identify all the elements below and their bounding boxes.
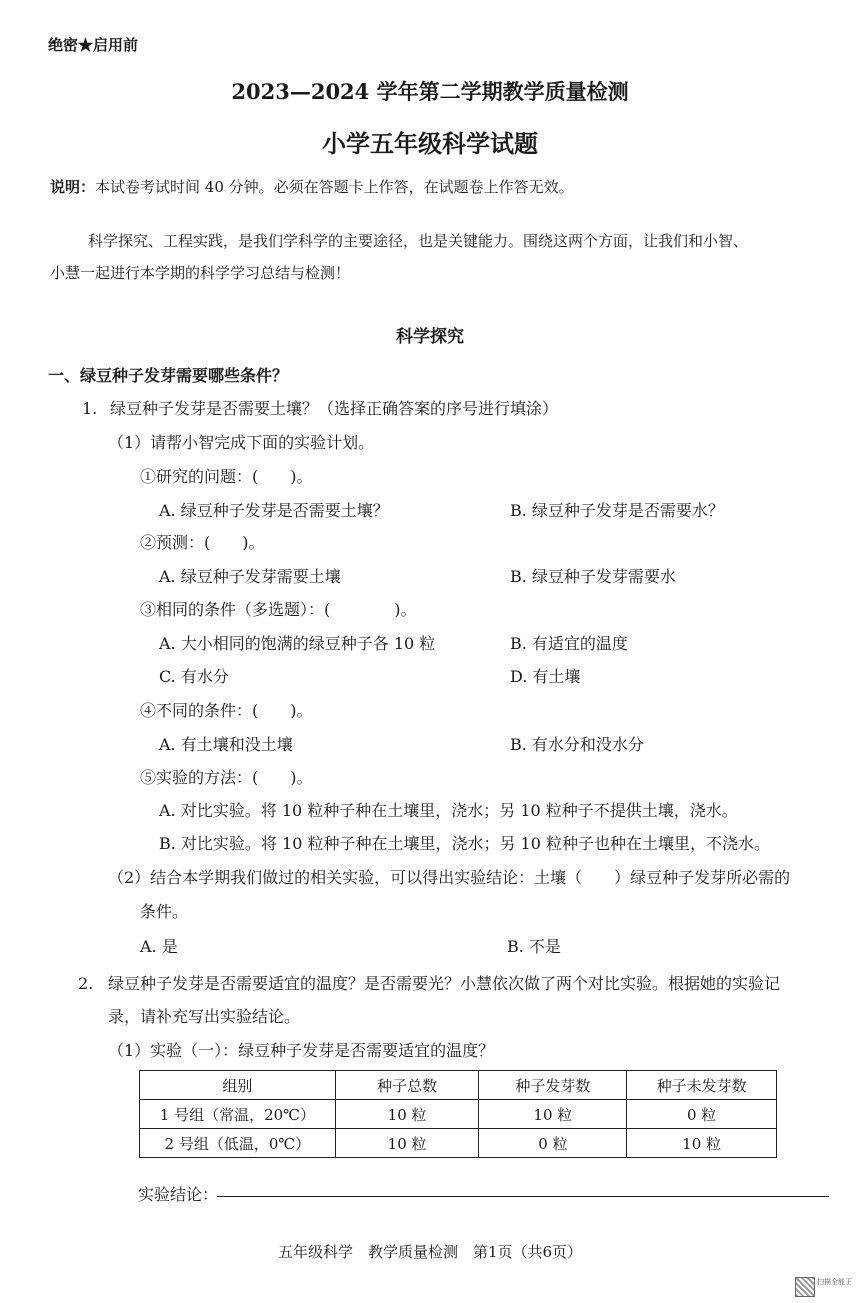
intro-line-2: 小慧一起进行本学期的科学学习总结与检测！ (50, 264, 351, 282)
qr-code-icon (795, 1277, 815, 1297)
table-cell: 2 号组（低温，0℃） (140, 1129, 336, 1158)
table-cell: 10 粒 (335, 1100, 479, 1129)
table-cell: 0 粒 (627, 1100, 777, 1129)
q1-part2-option-a: A. 是 (140, 937, 178, 956)
q1-number: 1. (82, 399, 98, 418)
table-row (140, 1129, 777, 1158)
q1-part1: （1）请帮小智完成下面的实验计划。 (108, 433, 375, 452)
q1-item4-option-b: B. 有水分和没水分 (510, 735, 644, 754)
q1-item3-option-a: A. 大小相同的饱满的绿豆种子各 10 粒 (159, 634, 436, 653)
table-header: 种子未发芽数 (627, 1071, 777, 1100)
q1-item1-label: ①研究的问题：( )。 (140, 467, 313, 486)
table-header-row (140, 1071, 777, 1100)
q1-item2-option-b: B. 绿豆种子发芽需要水 (510, 567, 676, 586)
instructions (50, 176, 574, 197)
q1-part2-option-b: B. 不是 (507, 937, 561, 956)
section-heading: 科学探究 (396, 327, 464, 347)
table-header: 种子发芽数 (479, 1071, 627, 1100)
exam-subtitle: 小学五年级科学试题 (322, 129, 538, 158)
table-cell: 1 号组（常温，20℃） (140, 1100, 336, 1129)
q1-item4-label: ④不同的条件：( )。 (140, 701, 313, 720)
table-header: 种子总数 (335, 1071, 479, 1100)
table-cell: 10 粒 (479, 1100, 627, 1129)
q1-item1-option-b: B. 绿豆种子发芽是否需要水？ (510, 501, 724, 520)
q1-item2-option-a: A. 绿豆种子发芽需要土壤 (159, 567, 341, 586)
question-group-heading: 一、绿豆种子发芽需要哪些条件？ (48, 366, 289, 385)
q1-item3-option-d: D. 有土壤 (510, 667, 581, 686)
q1-item3-option-b: B. 有适宜的温度 (510, 634, 628, 653)
q1-part2-line1: （2）结合本学期我们做过的相关实验，可以得出实验结论：土壤（ ）绿豆种子发芽所必需的 (108, 868, 791, 887)
q1-item5-option-b: B. 对比实验。将 10 粒种子种在土壤里，浇水；另 10 粒种子也种在土壤里，不浇水。 (159, 834, 770, 853)
q1-item4-option-a: A. 有土壤和没土壤 (159, 735, 293, 754)
q2-exp1-heading: （1）实验（一）：绿豆种子发芽是否需要适宜的温度？ (108, 1041, 495, 1060)
table-cell: 10 粒 (335, 1129, 479, 1158)
q2-line2: 录，请补充写出实验结论。 (108, 1007, 301, 1026)
conclusion-label: 实验结论： (138, 1185, 219, 1204)
q1-item5-label: ⑤实验的方法：( )。 (140, 768, 313, 787)
table-cell: 0 粒 (479, 1129, 627, 1158)
q1-part2-line2: 条件。 (140, 902, 189, 921)
table-header: 组别 (140, 1071, 336, 1100)
table-cell: 10 粒 (627, 1129, 777, 1158)
q1-item5-option-a: A. 对比实验。将 10 粒种子种在土壤里，浇水；另 10 粒种子不提供土壤，浇水。 (159, 801, 738, 820)
intro-line-1: 科学探究、工程实践，是我们学科学的主要途径，也是关键能力。围绕这两个方面，让我们和小智、 (88, 232, 749, 250)
experiment-table (139, 1070, 777, 1158)
confidential-mark: 绝密★启用前 (48, 36, 139, 54)
scanner-watermark: 扫描全能王 (817, 1278, 852, 1286)
q1-item2-label: ②预测：( )。 (140, 533, 265, 552)
exam-title: 2023—2024 学年第二学期教学质量检测 (231, 79, 629, 104)
q1-item1-option-a: A. 绿豆种子发芽是否需要土壤？ (159, 501, 389, 520)
page-footer: 五年级科学 教学质量检测 第1页（共6页） (277, 1243, 583, 1261)
conclusion-answer-line (217, 1196, 829, 1197)
q1-text: 绿豆种子发芽是否需要土壤？（选择正确答案的序号进行填涂） (110, 399, 559, 418)
q1-item3-label: ③相同的条件（多选题）：( )。 (140, 600, 417, 619)
instructions-text: 本试卷考试时间 40 分钟。必须在答题卡上作答，在试题卷上作答无效。 (95, 178, 574, 196)
q1-item3-option-c: C. 有水分 (159, 667, 229, 686)
q2-number: 2. (78, 974, 94, 993)
table-row (140, 1100, 777, 1129)
instructions-label: 说明： (50, 178, 96, 196)
q2-line1: 绿豆种子发芽是否需要适宜的温度？是否需要光？小慧依次做了两个对比实验。根据她的实验记 (108, 974, 781, 993)
